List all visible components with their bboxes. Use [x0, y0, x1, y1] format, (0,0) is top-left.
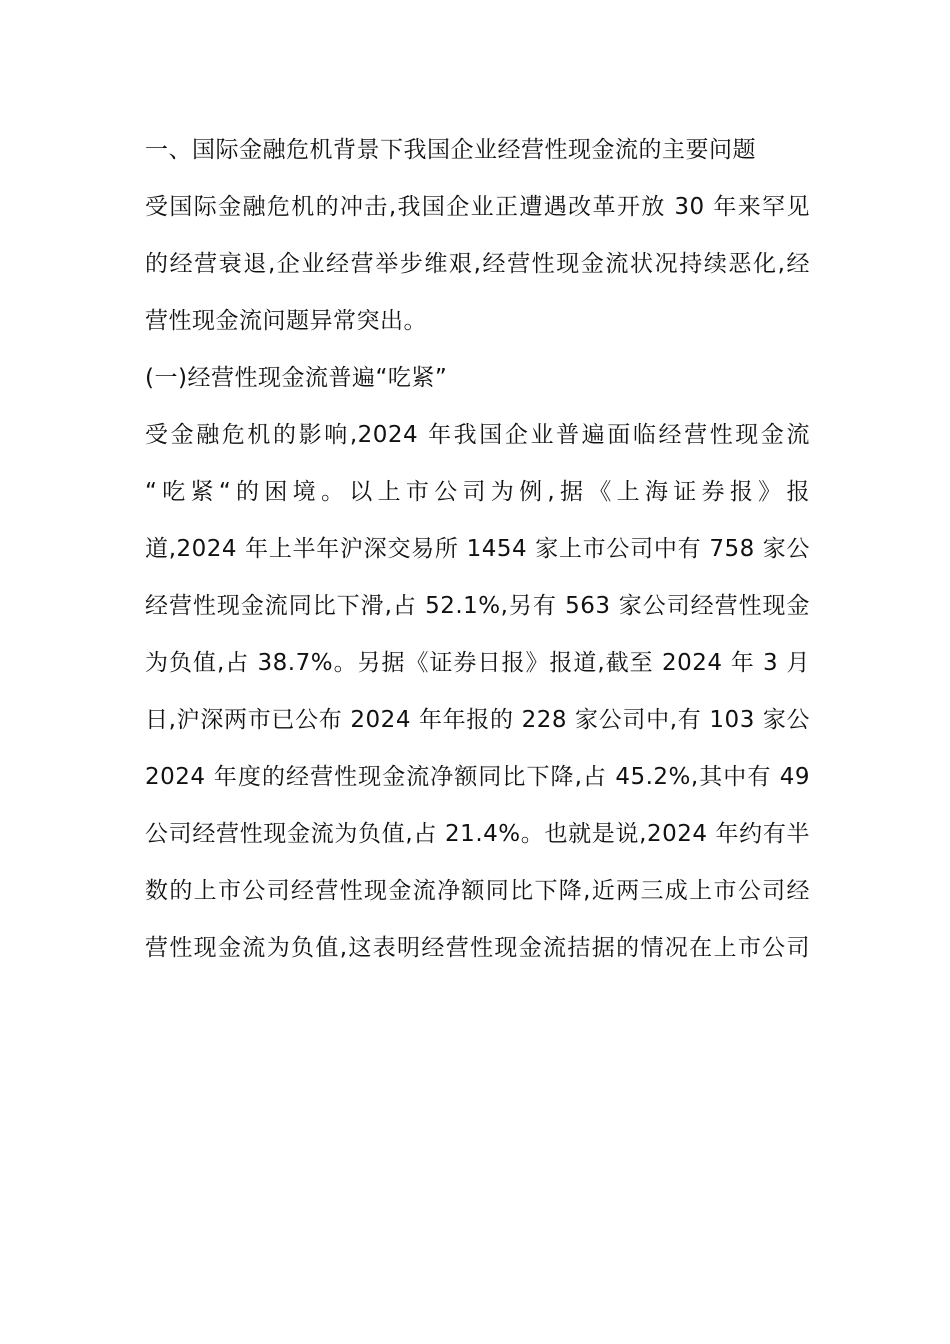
paragraph-2-line-2: “吃紧“的困境。以上市公司为例,据《上海证券报》报 [145, 479, 810, 505]
subsection-heading: (一)经营性现金流普遍“吃紧” [145, 365, 448, 391]
paragraph-1-line-3: 营性现金流问题异常突出。 [145, 308, 427, 334]
paragraph-2-line-8: 公司经营性现金流为负值,占 21.4%。也就是说,2024 年约有半 [145, 821, 810, 847]
paragraph-1-line-1: 受国际金融危机的冲击,我国企业正遭遇改革开放 30 年来罕见 [145, 194, 810, 220]
paragraph-2-line-6: 日,沪深两市已公布 2024 年年报的 228 家公司中,有 103 家公 [145, 707, 810, 733]
paragraph-2-line-3: 道,2024 年上半年沪深交易所 1454 家上市公司中有 758 家公 [145, 536, 810, 562]
paragraph-2-line-1: 受金融危机的影响,2024 年我国企业普遍面临经营性现金流 [145, 422, 810, 448]
document-body [145, 122, 810, 977]
paragraph-1-line-2: 的经营衰退,企业经营举步维艰,经营性现金流状况持续恶化,经 [145, 251, 810, 277]
paragraph-2-line-7: 2024 年度的经营性现金流净额同比下降,占 45.2%,其中有 49 [145, 764, 810, 790]
paragraph-2-line-5: 为负值,占 38.7%。另据《证券日报》报道,截至 2024 年 3 月 [145, 650, 810, 676]
section-heading: 一、国际金融危机背景下我国企业经营性现金流的主要问题 [145, 137, 756, 163]
paragraph-2-line-10: 营性现金流为负值,这表明经营性现金流拮据的情况在上市公司 [145, 935, 810, 961]
paragraph-2-line-4: 经营性现金流同比下滑,占 52.1%,另有 563 家公司经营性现金 [145, 593, 810, 619]
paragraph-2-line-9: 数的上市公司经营性现金流净额同比下降,近两三成上市公司经 [145, 878, 810, 904]
